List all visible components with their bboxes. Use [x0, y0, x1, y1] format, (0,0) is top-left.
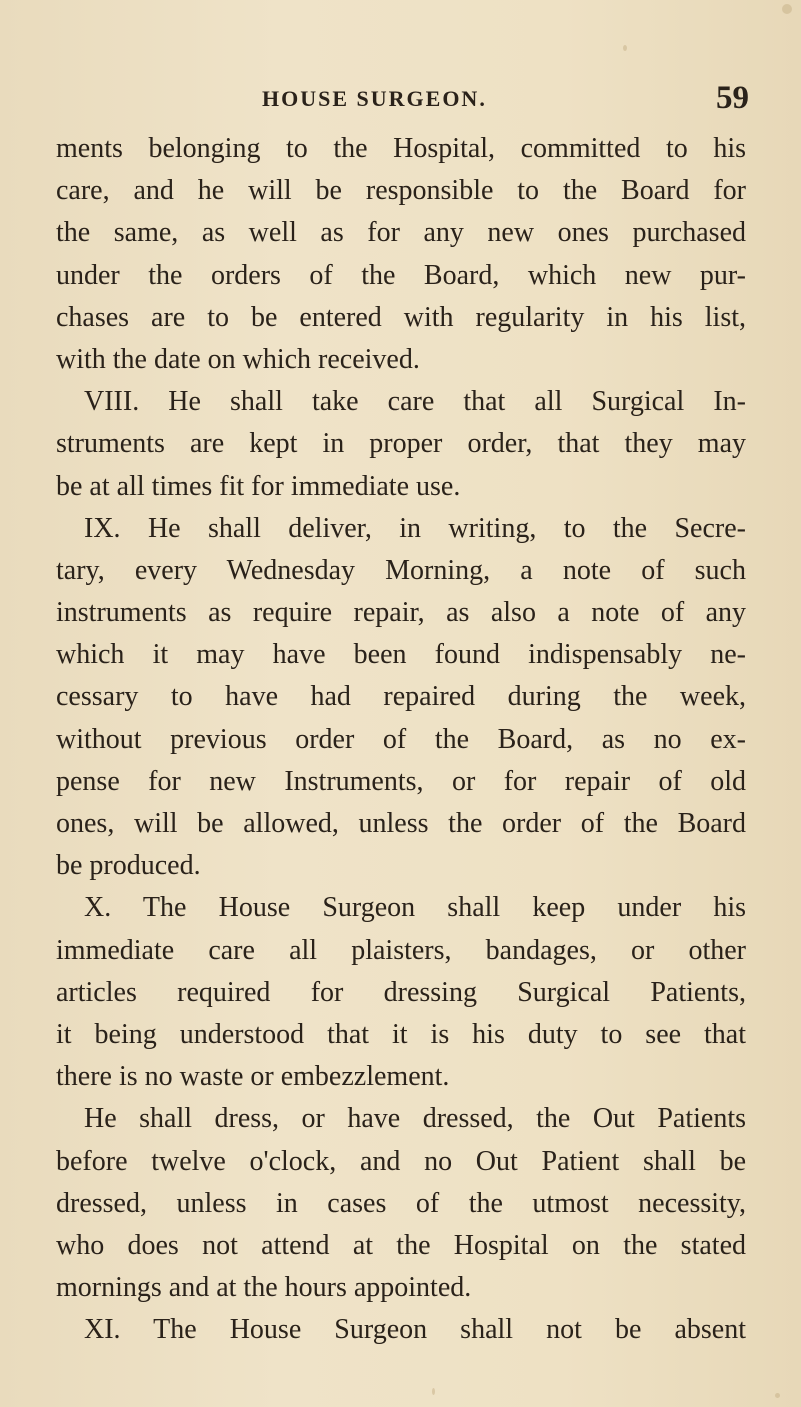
text-line: under the orders of the Board, which new pur- — [56, 259, 746, 291]
text-line: pense for new Instruments, or for repair of old — [56, 765, 746, 797]
text-line: which it may have been found indispensably ne- — [56, 639, 746, 671]
text-line: there is no waste or embezzlement. — [56, 1061, 450, 1093]
text-line: the same, as well as for any new ones purchased — [56, 217, 746, 249]
text-line: be produced. — [56, 850, 201, 882]
text-line: care, and he will be responsible to the Board for — [56, 175, 746, 207]
text-line: tary, every Wednesday Morning, a note of such — [56, 554, 746, 586]
text-line: immediate care all plaisters, bandages, or other — [56, 934, 746, 966]
text-line: cessary to have had repaired during the week, — [56, 681, 746, 713]
text-line: ments belonging to the Hospital, committed to his — [56, 133, 746, 164]
text-line: with the date on which received. — [56, 343, 420, 375]
text-line: XI. The House Surgeon shall not be absent — [84, 1314, 746, 1346]
body-text — [56, 128, 746, 1351]
text-line: IX. He shall deliver, in writing, to the Secre- — [84, 512, 746, 544]
text-line: X. The House Surgeon shall keep under his — [84, 892, 746, 924]
text-line: ones, will be allowed, unless the order of the Board — [56, 808, 746, 839]
paper-speck — [775, 1393, 780, 1398]
text-line: articles required for dressing Surgical Patients, — [56, 976, 746, 1008]
text-line: without previous order of the Board, as no ex- — [56, 723, 746, 755]
text-line: instruments as require repair, as also a note of any — [56, 597, 746, 629]
text-line: mornings and at the hours appointed. — [56, 1272, 472, 1304]
paper-speck — [432, 1388, 435, 1395]
text-line: VIII. He shall take care that all Surgical In- — [84, 386, 746, 418]
text-line: He shall dress, or have dressed, the Out Patients — [84, 1103, 746, 1135]
text-line: be at all times fit for immediate use. — [56, 470, 461, 502]
text-line: who does not attend at the Hospital on the stated — [56, 1229, 746, 1261]
text-line: before twelve o'clock, and no Out Patient shall be — [56, 1145, 746, 1177]
running-head: HOUSE SURGEON. — [262, 86, 487, 111]
text-line: it being understood that it is his duty to see that — [56, 1018, 746, 1050]
paper-speck — [623, 45, 627, 51]
text-line: struments are kept in proper order, that they may — [56, 428, 746, 460]
paper-speck — [782, 4, 792, 14]
text-line: dressed, unless in cases of the utmost necessity, — [56, 1187, 746, 1219]
page-header — [0, 80, 801, 120]
text-line: chases are to be entered with regularity in his list, — [56, 301, 746, 333]
page-number: 59 — [716, 80, 749, 116]
